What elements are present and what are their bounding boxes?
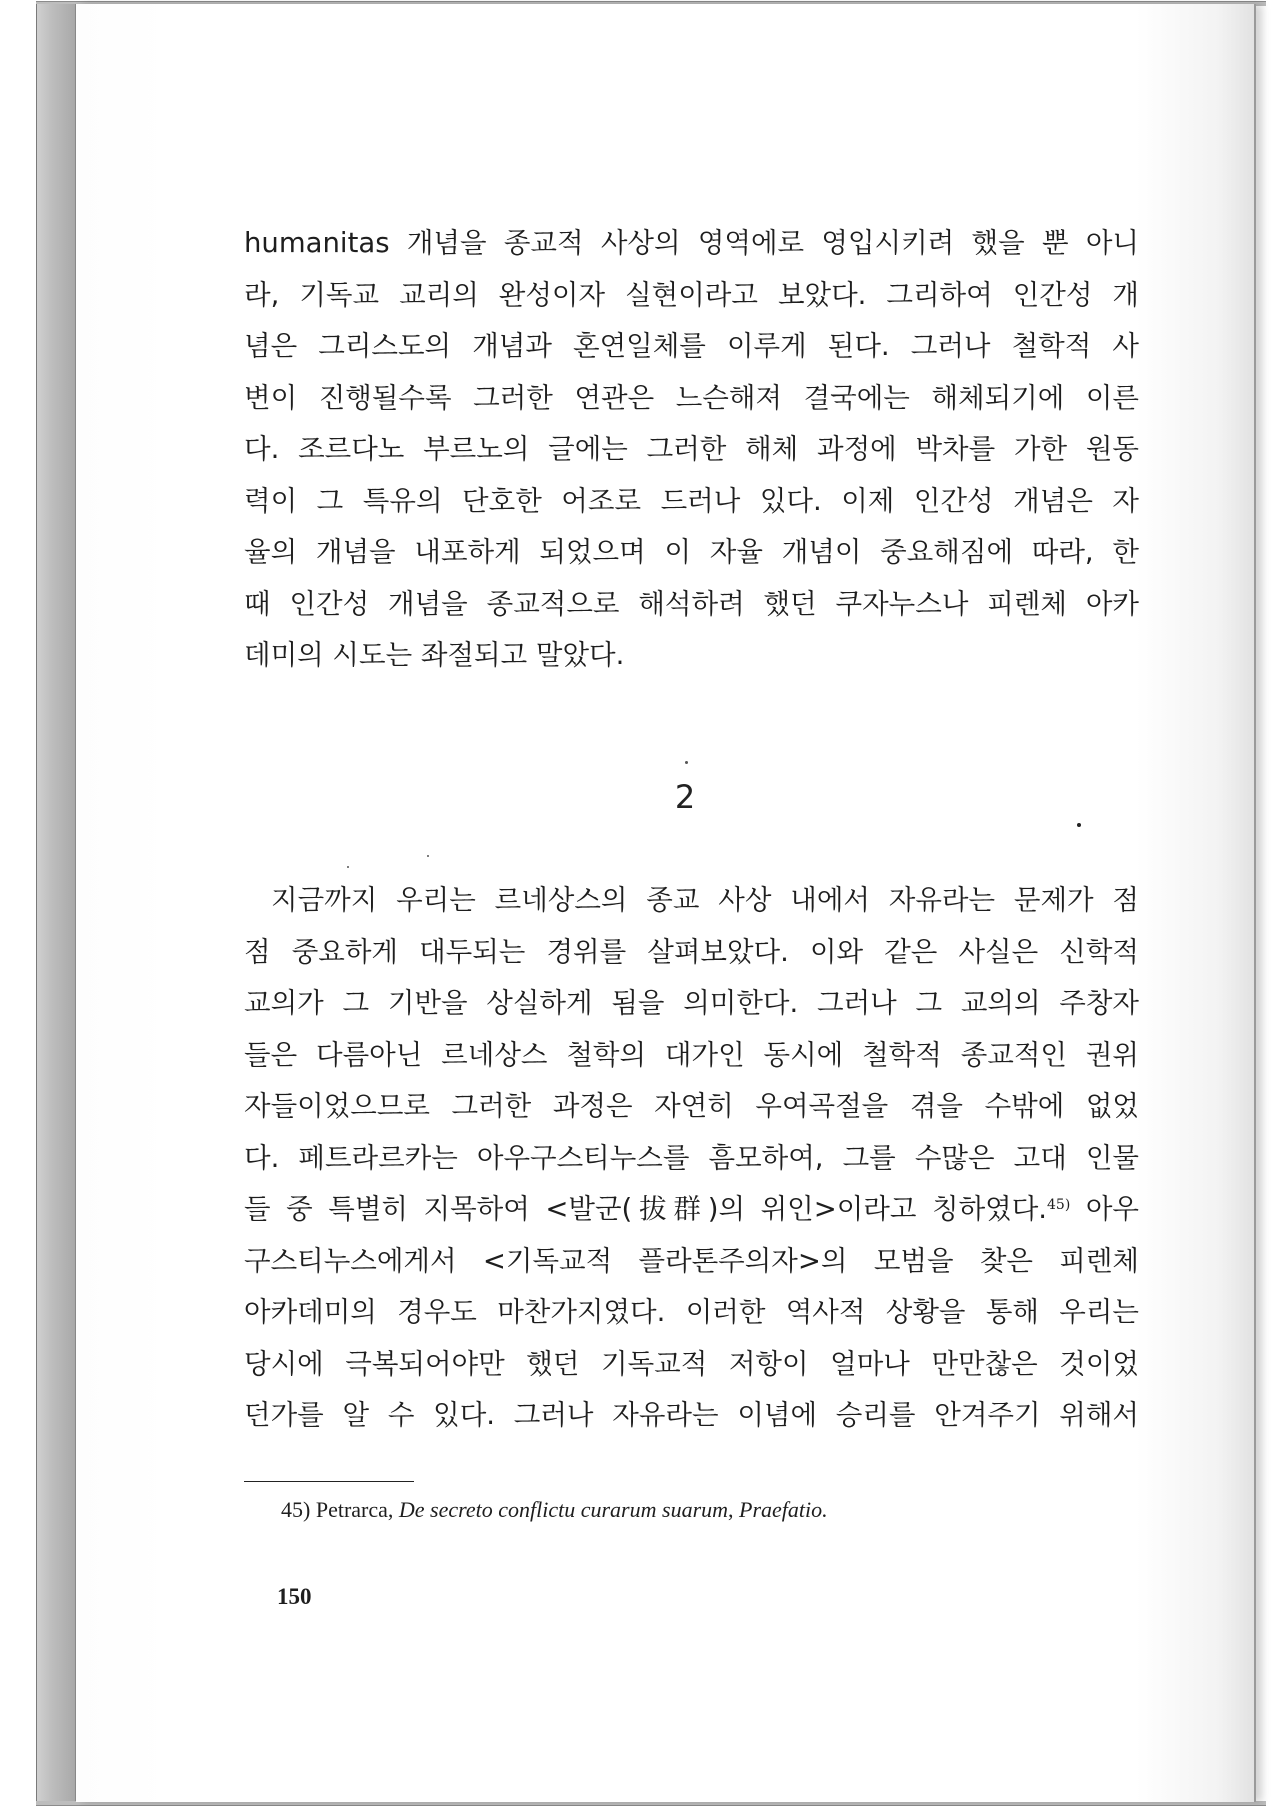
footnote-number: 45)	[281, 1497, 316, 1522]
paragraph-line: 다. 조르다노 부르노의 글에는 그러한 해체 과정에 박차를 가한 원동	[244, 433, 1139, 465]
paragraph-line: 던가를 알 수 있다. 그러나 자유라는 이념에 승리를 안겨주기 위해서	[244, 1399, 1139, 1431]
paragraph-line: 아카데미의 경우도 마찬가지였다. 이러한 역사적 상황을 통해 우리는	[244, 1296, 1139, 1328]
paragraph-line: 념은 그리스도의 개념과 혼연일체를 이루게 된다. 그러나 철학적 사	[244, 330, 1139, 362]
paragraph-line: 교의가 그 기반을 상실하게 됨을 의미한다. 그러나 그 교의의 주창자	[244, 987, 1139, 1019]
paragraph-line: 점 중요하게 대두되는 경위를 살펴보았다. 이와 같은 사실은 신학적	[244, 935, 1139, 968]
paragraph-line: humanitas 개념을 종교적 사상의 영역에로 영입시키려 했을 뿐 아니	[244, 227, 1139, 259]
line-text-tail: 아우	[1070, 1193, 1139, 1225]
paragraph-line: 자들이었으므로 그러한 과정은 자연히 우여곡절을 겪을 수밖에 없었	[244, 1090, 1139, 1122]
footnote-divider	[244, 1481, 414, 1482]
paragraph-line: 데미의 시도는 좌절되고 말았다.	[244, 639, 625, 671]
paragraph-line: 지금까지 우리는 르네상스의 종교 사상 내에서 자유라는 문제가 점	[271, 884, 1139, 916]
paragraph-line	[244, 1184, 1139, 1236]
paragraph-line: 력이 그 특유의 단호한 어조로 드러나 있다. 이제 인간성 개념은 자	[244, 484, 1139, 517]
print-speck	[427, 855, 429, 857]
paragraph-line: 변이 진행될수록 그러한 연관은 느슨해져 결국에는 해체되기에 이른	[244, 381, 1139, 414]
book-spine	[36, 4, 76, 1802]
paragraph-line: 들은 다름아닌 르네상스 철학의 대가인 동시에 철학적 종교적인 권위	[244, 1038, 1139, 1071]
paragraph-line: 때 인간성 개념을 종교적으로 해석하려 했던 쿠자누스나 피렌체 아카	[244, 587, 1139, 620]
paragraph-line: 율의 개념을 내포하게 되었으며 이 자율 개념이 중요해짐에 따라, 한	[244, 536, 1139, 568]
footnote-title: De secreto conflictu curarum suarum	[398, 1497, 729, 1522]
paragraph-line: 라, 기독교 교리의 완성이자 실현이라고 보았다. 그리하여 인간성 개	[244, 278, 1139, 311]
footnote-separator: ,	[728, 1497, 740, 1522]
print-speck	[347, 866, 349, 868]
print-speck	[1077, 823, 1081, 827]
footnote	[281, 1497, 828, 1523]
section-number: 2	[674, 778, 696, 816]
line-text: 들 중 특별히 지목하여 <발군(拔群)의 위인>이라고 칭하였다.	[244, 1193, 1048, 1225]
paragraph-line: 구스티누스에게서 <기독교적 플라톤주의자>의 모범을 찾은 피렌체	[244, 1244, 1139, 1277]
page-number: 150	[277, 1584, 312, 1609]
print-speck	[685, 761, 688, 764]
paragraph-line: 다. 페트라르카는 아우구스티누스를 흠모하여, 그를 수많은 고대 인물	[244, 1141, 1139, 1174]
footnote-author: Petrarca,	[315, 1497, 399, 1522]
paragraph-2	[244, 875, 1139, 1442]
footnote-reference[interactable]: 45)	[1047, 1197, 1071, 1213]
footnote-section: Praefatio.	[739, 1497, 828, 1522]
paragraph-1	[244, 218, 1139, 682]
paragraph-line: 당시에 극복되어야만 했던 기독교적 저항이 얼마나 만만찮은 것이었	[244, 1347, 1139, 1380]
